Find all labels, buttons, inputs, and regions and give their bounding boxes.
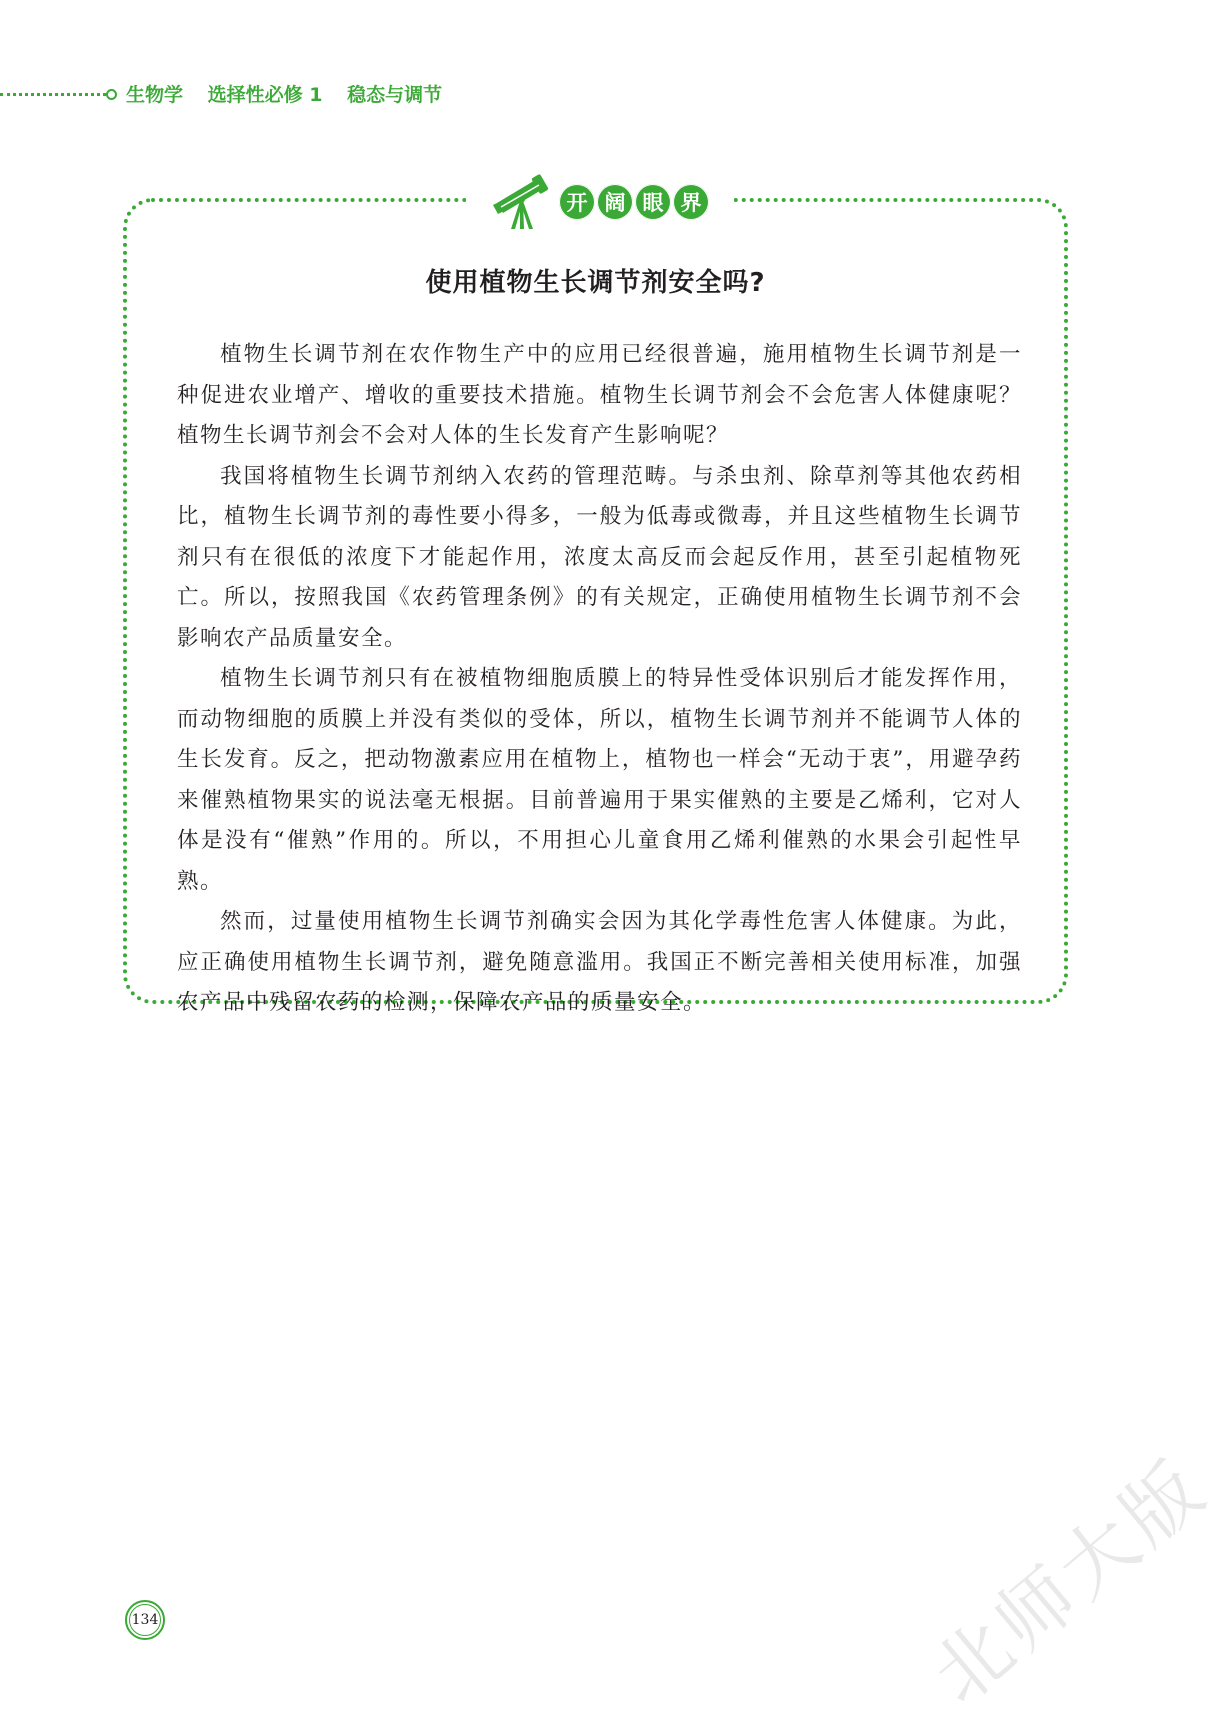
- label-char: 界: [673, 184, 709, 220]
- header-volume: 选择性必修 1: [207, 84, 323, 106]
- page-number-badge: [125, 1600, 165, 1640]
- watermark: 北师大版: [915, 1441, 1224, 1721]
- header-ring-marker: [106, 89, 117, 100]
- telescope-icon: [491, 173, 553, 231]
- body-paragraph: 植物生长调节剂在农作物生产中的应用已经很普遍，施用植物生长调节剂是一种促进农业增产、增收的重要技术措施。植物生长调节剂会不会危害人体健康呢？植物生长调节剂会不会对人体的生长发育产生影响呢？: [177, 342, 1022, 448]
- body-paragraph: 然而，过量使用植物生长调节剂确实会因为其化学毒性危害人体健康。为此，应正确使用植物生长调节剂，避免随意滥用。我国正不断完善相关使用标准，加强农产品中残留农药的检测，保障农产品的质量安全。: [177, 909, 1022, 1015]
- page-number: 134: [129, 1604, 161, 1636]
- body-paragraph: 植物生长调节剂只有在被植物细胞质膜上的特异性受体识别后才能发挥作用，而动物细胞的质膜上并没有类似的受体，所以，植物生长调节剂并不能调节人体的生长发育。反之，把动物激素应用在植物上，植物也一样会“无动于衷”，用避孕药来催熟植物果实的说法毫无根据。目前普遍用于果实催熟的主要是乙烯利，它对人体是没有“催熟”作用的。所以，不用担心儿童食用乙烯利催熟的水果会引起性早熟。: [177, 666, 1022, 894]
- label-char: 开: [559, 184, 595, 220]
- sidebar-label-chars: [559, 184, 709, 220]
- header-unit: 稳态与调节: [347, 84, 443, 106]
- body-paragraph: 我国将植物生长调节剂纳入农药的管理范畴。与杀虫剂、除草剂等其他农药相比，植物生长调节剂的毒性要小得多，一般为低毒或微毒，并且这些植物生长调节剂只有在很低的浓度下才能起作用，浓度太高反而会起反作用，甚至引起植物死亡。所以，按照我国《农药管理条例》的有关规定，正确使用植物生长调节剂不会影响农产品质量安全。: [177, 463, 1022, 651]
- sidebar-title: 使用植物生长调节剂安全吗?: [425, 268, 766, 298]
- header-dotted-rule: [0, 93, 106, 96]
- header-subject: 生物学: [126, 84, 184, 106]
- label-char: 阔: [597, 184, 633, 220]
- sidebar-label: [466, 172, 734, 232]
- label-char: 眼: [635, 184, 671, 220]
- header-text: [126, 80, 460, 107]
- running-header: [0, 80, 460, 104]
- sidebar-body: [177, 335, 1022, 1024]
